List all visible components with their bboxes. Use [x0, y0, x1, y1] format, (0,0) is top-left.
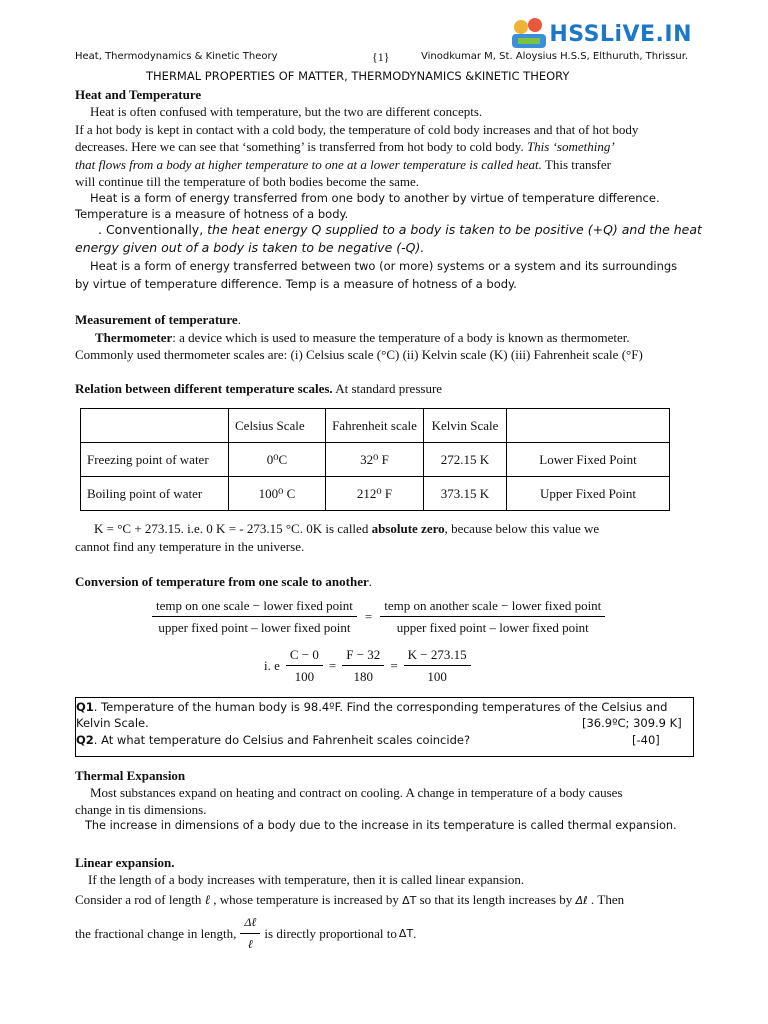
fraction-denominator: 100 [294, 669, 315, 684]
question-label: Q1 [76, 700, 94, 714]
table-cell: 272.15 K [424, 443, 507, 477]
paragraph: cannot find any temperature in the universe. [75, 539, 305, 554]
fraction-left [152, 597, 357, 636]
paragraph: If the length of a body increases with temperature, then it is called linear expansion. [88, 872, 525, 887]
text: At standard pressure [332, 381, 443, 396]
table-cell: Lower Fixed Point [507, 443, 670, 477]
text: , because below this value we [444, 521, 600, 536]
temperature-scales-table [80, 408, 670, 511]
fraction-denominator: 100 [427, 669, 447, 684]
paragraph: Temperature is a measure of hotness of a body. [75, 207, 349, 221]
heading-dot: . [237, 312, 241, 327]
equals-sign: = [390, 658, 398, 673]
equals-sign: = [328, 658, 337, 673]
scale-formula [264, 646, 471, 685]
paragraph: If a hot body is kept in contact with a cold body, the temperature of cold body increases and that of hot body [75, 122, 639, 137]
paragraph [75, 891, 624, 909]
fraction-numerator: F − 32 [342, 646, 384, 666]
question-1-answer: [36.9ºC; 309.9 K] [582, 716, 682, 730]
heading-relation-scales [75, 380, 442, 397]
table-row [81, 477, 670, 511]
text: . [413, 926, 417, 941]
term-thermometer: Thermometer [95, 330, 173, 345]
text: is directly proportional to [264, 926, 397, 941]
question-label: Q2 [76, 733, 94, 747]
page-title: THERMAL PROPERTIES OF MATTER, THERMODYNAMICS &KINETIC THEORY [146, 69, 570, 83]
fraction-kelvin [404, 646, 471, 685]
table-header-cell: Fahrenheit scale [326, 409, 424, 443]
table-cell: Boiling point of water [81, 477, 229, 511]
table-cell: 212⁰ F [326, 477, 424, 511]
paragraph: Heat is often confused with temperature, but the two are different concepts. [90, 104, 483, 119]
paragraph: Heat is a form of energy transferred between two (or more) systems or a system and its surroundings [90, 259, 678, 273]
symbol-delta-t: ΔT [398, 927, 414, 940]
table-header-cell: Celsius Scale [229, 409, 326, 443]
table-cell: 373.15 K [424, 477, 507, 511]
heading-text: Measurement of temperature [75, 312, 238, 327]
text: , whose temperature is increased by [210, 892, 403, 907]
text-italic: that flows from a body at higher temperature to one at a lower temperature is called heat. [75, 157, 542, 172]
fraction-celsius [286, 646, 323, 685]
table-row [81, 443, 670, 477]
text: so that its length increases by [416, 892, 576, 907]
table-header-cell [81, 409, 229, 443]
paragraph: Heat is a form of energy transferred from one body to another by virtue of temperature difference. [90, 191, 660, 205]
question-1-cont: Kelvin Scale. [76, 716, 149, 730]
question-2 [76, 732, 470, 749]
symbol-delta-t: ΔT [402, 894, 417, 907]
text: the fractional change in length, [75, 926, 237, 941]
fraction-denominator: upper fixed point – lower fixed point [158, 620, 351, 635]
symbol-length: ℓ [204, 892, 211, 907]
question-2-answer: [-40] [632, 733, 660, 747]
paragraph: Most substances expand on heating and contract on cooling. A change in temperature of a body causes [90, 785, 623, 800]
paragraph [75, 156, 611, 173]
symbol-delta-l: Δℓ [575, 894, 588, 907]
logo-text: HSSLiVE.IN [549, 21, 692, 47]
heading-linear-expansion: Linear expansion. [75, 855, 175, 870]
header-right: Vinodkumar M, St. Aloysius H.S.S, Elthuruth, Thrissur. [421, 51, 689, 62]
fraction-denominator: upper fixed point – lower fixed point [396, 620, 589, 635]
hsslive-logo [512, 14, 692, 54]
conversion-formula [152, 597, 605, 636]
text: decreases. Here we can see that ‘something’ is transferred from hot body to cold body. [75, 139, 524, 154]
fraction-numerator: K − 273.15 [404, 646, 471, 666]
text: . Conventionally, [98, 222, 204, 237]
heading-text: Relation between different temperature scales. [75, 381, 333, 396]
equals-sign: = [364, 609, 373, 624]
fraction-right [380, 597, 605, 636]
fraction-denominator: ℓ [247, 937, 253, 951]
header-left: Heat, Thermodynamics & Kinetic Theory [75, 51, 278, 62]
question-text: . Temperature of the human body is 98.4ºF. Find the corresponding temperatures of the Celsius and [93, 700, 668, 714]
fraction-delta-l-over-l [240, 914, 260, 953]
paragraph: energy given out of a body is taken to be negative (-Q). [75, 240, 425, 255]
children-logo-icon [512, 16, 543, 52]
heading-heat-and-temperature: Heat and Temperature [75, 87, 202, 102]
heading-measurement-of-temperature [75, 311, 241, 328]
fraction-numerator: temp on another scale − lower fixed point [380, 597, 605, 617]
question-text: . At what temperature do Celsius and Fahrenheit scales coincide? [93, 733, 471, 747]
table-cell: 0⁰C [229, 443, 326, 477]
heading-thermal-expansion: Thermal Expansion [75, 768, 186, 783]
table-header-row [81, 409, 670, 443]
paragraph: Commonly used thermometer scales are: (i) Celsius scale (°C) (ii) Kelvin scale (K) (iii) Fahrenheit scale (°F) [75, 347, 643, 362]
text: Consider a rod of length [75, 892, 205, 907]
term-absolute-zero: absolute zero [371, 521, 445, 536]
fraction-fahrenheit [342, 646, 384, 685]
paragraph: will continue till the temperature of both bodies become the same. [75, 174, 420, 189]
header-page-number: {1} [372, 50, 390, 64]
text-italic: This ‘something’ [523, 139, 615, 154]
text: K = °C + 273.15. i.e. 0 K = - 273.15 °C. 0K is called [94, 521, 372, 536]
paragraph [95, 329, 630, 346]
paragraph: change in tis dimensions. [75, 802, 207, 817]
paragraph [98, 222, 702, 237]
text: : a device which is used to measure the temperature of a body is known as thermometer. [172, 330, 630, 345]
paragraph: The increase in dimensions of a body due to the increase in its temperature is called thermal expansion. [85, 819, 677, 832]
fraction-numerator: C − 0 [286, 646, 323, 666]
table-cell: 32⁰ F [326, 443, 424, 477]
heading-dot: . [368, 574, 373, 589]
paragraph: by virtue of temperature difference. Temp is a measure of hotness of a body. [75, 277, 517, 291]
table-header-cell [507, 409, 670, 443]
table-header-cell: Kelvin Scale [424, 409, 507, 443]
fraction-numerator: temp on one scale − lower fixed point [152, 597, 357, 617]
fraction-denominator: 180 [353, 669, 374, 684]
table-cell: Freezing point of water [81, 443, 229, 477]
ie-label: i. e [264, 658, 280, 673]
paragraph [94, 520, 599, 537]
heading-conversion [75, 573, 372, 590]
question-1 [76, 699, 667, 716]
fraction-numerator: Δℓ [240, 914, 260, 934]
table-cell: 100⁰ C [229, 477, 326, 511]
heading-text: Conversion of temperature from one scale to another [75, 574, 369, 589]
paragraph [75, 138, 615, 155]
text: . Then [587, 892, 625, 907]
table-cell: Upper Fixed Point [507, 477, 670, 511]
paragraph [75, 914, 416, 953]
text: This transfer [541, 157, 611, 172]
text-italic: the heat energy Q supplied to a body is taken to be positive (+Q) and the heat [203, 222, 702, 237]
